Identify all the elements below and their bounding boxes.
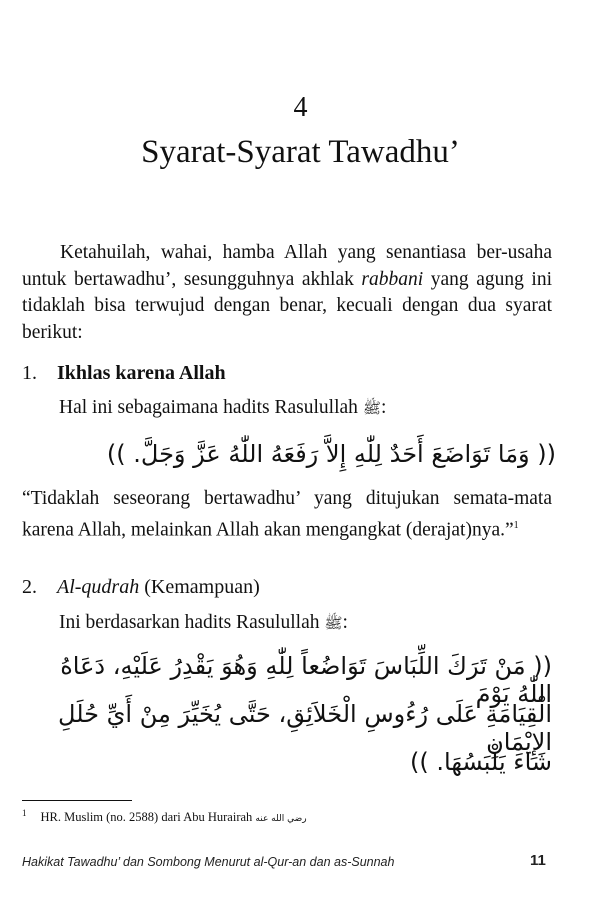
footnote-divider (22, 800, 132, 801)
hadith-translation-1 (22, 486, 552, 544)
hadith-lead-1 (59, 397, 386, 421)
section-heading-1 (22, 362, 226, 385)
footnote-honorific: رضي الله عنه (255, 814, 307, 825)
salawat-glyph: ﷺ (324, 614, 343, 632)
footnote-text: HR. Muslim (no. 2588) dari Abu Hurairah (40, 810, 256, 825)
intro-text-2: yang agung ini tidaklah bisa terwujud dengan benar, kecuali dengan dua syarat berikut: (22, 268, 552, 343)
hadith-lead-2 (59, 612, 348, 636)
section-number: 2. (22, 576, 37, 598)
running-footer-title: Hakikat Tawadhu’ dan Sombong Menurut al-Qur-an dan as-Sunnah (22, 855, 395, 869)
arabic-hadith-1: (( وَمَا تَوَاضَعَ أَحَدٌ لِلّٰهِ إِلاَّ رَفَعَهُ اللّٰهُ عَزَّ وَجَلَّ. )) (106, 440, 556, 468)
lead-colon: : (380, 397, 387, 418)
section-title-italic: Al-qudrah (57, 576, 140, 598)
hadith-lead-text: Ini berdasarkan hadits Rasulullah (59, 612, 325, 633)
section-heading-2 (22, 576, 260, 599)
translation-text: “Tidaklah seseorang bertawadhu’ yang ditujukan semata-mata karena Allah, melainkan Allah akan mengangkat (derajat)nya.” (22, 488, 552, 540)
section-number: 1. (22, 362, 37, 384)
footnote-number: 1 (22, 808, 27, 818)
chapter-number: 4 (293, 92, 308, 123)
intro-paragraph (22, 240, 552, 346)
arabic-hadith-2-line-2: الْقِيَامَةِ عَلَى رُءُوسِ الْخَلاَئِقِ، حَتَّى يُخَيِّرَ مِنْ أَيِّ حُلَلِ الإِيْمَانِ (58, 700, 552, 756)
hadith-lead-text: Hal ini sebagaimana hadits Rasulullah (59, 397, 363, 418)
arabic-hadith-2-line-3: شَاءَ يَلْبَسُهَا. )) (410, 748, 552, 776)
lead-colon: : (342, 612, 348, 633)
section-title: Ikhlas karena Allah (57, 362, 226, 384)
arabic-hadith-2-line-1: (( مَنْ تَرَكَ اللِّبَاسَ تَوَاضُعاً لِلّٰهِ وَهُوَ يَقْدِرُ عَلَيْهِ، دَعَاهُ اللّٰهُ يَوْمَ (60, 652, 552, 708)
intro-italic-term: rabbani (361, 268, 424, 290)
footnote (22, 808, 307, 825)
footnote-ref: 1 (513, 519, 519, 531)
chapter-title: Syarat-Syarat Tawadhu’ (141, 134, 460, 170)
salawat-glyph: ﷺ (362, 399, 381, 417)
page-number: 11 (530, 852, 546, 869)
section-title-rest: (Kemampuan) (139, 576, 260, 598)
intro-text-1: Ketahuilah, wahai, hamba Allah yang senantiasa ber-usaha untuk bertawadhu’, sesungguhnya akhlak (22, 242, 552, 290)
